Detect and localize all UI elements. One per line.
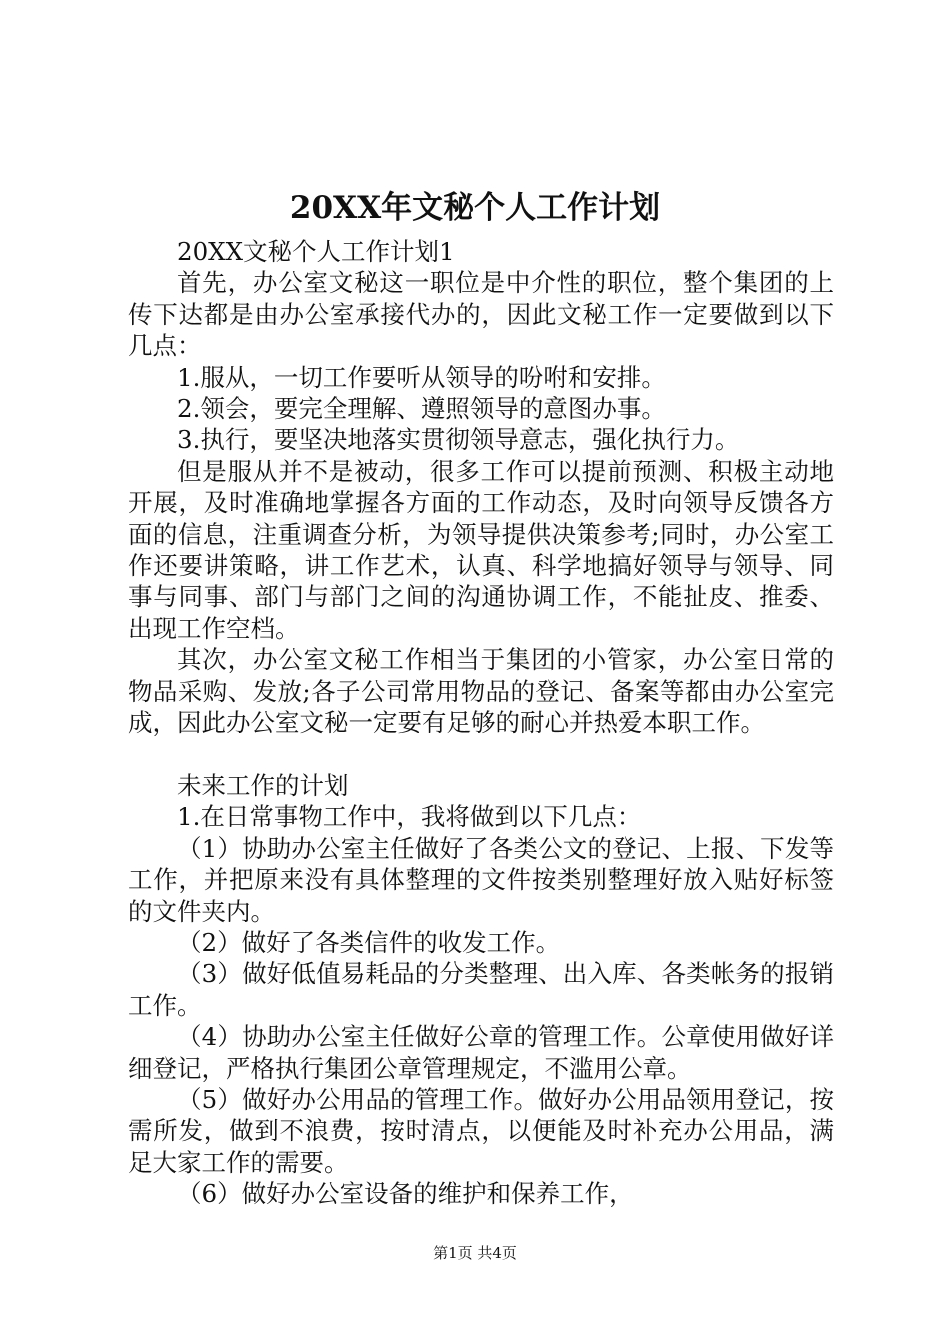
paragraph-spacer (128, 739, 834, 770)
list-item: 3.执行，要坚决地落实贯彻领导意志，强化执行力。 (177, 425, 740, 455)
document-body (128, 236, 834, 1210)
document-title: 20XX年文秘个人工作计划 (289, 190, 661, 226)
list-item: 1.服从，一切工作要听从领导的吩咐和安排。 (177, 362, 666, 392)
list-item: （1）协助办公室主任做好了各类公文的登记、上报、下发等工作，并把原来没有具体整理的文件按类别整理好放入贴好标签的文件夹内。 (128, 833, 834, 926)
paragraph: 首先，办公室文秘这一职位是中介性的职位，整个集团的上传下达都是由办公室承接代办的，因此文秘工作一定要做到以下几点： (128, 268, 834, 361)
section-heading: 未来工作的计划 (177, 770, 349, 800)
list-item: （4）协助办公室主任做好公章的管理工作。公章使用做好详细登记，严格执行集团公章管理规定，不滥用公章。 (128, 1022, 834, 1083)
list-item: （5）做好办公用品的管理工作。做好办公用品领用登记，按需所发，做到不浪费，按时清点，以便能及时补充办公用品，满足大家工作的需要。 (128, 1084, 834, 1177)
paragraph: 但是服从并不是被动，很多工作可以提前预测、积极主动地开展，及时准确地掌握各方面的工作动态，及时向领导反馈各方面的信息，注重调查分析，为领导提供决策参考;同时，办公室工作还要讲策略，讲工作艺术，认真、科学地搞好领导与领导、同事与同事、部门与部门之间的沟通协调工作，不能扯皮、推委、出现工作空档。 (128, 456, 834, 643)
list-item: （3）做好低值易耗品的分类整理、出入库、各类帐务的报销工作。 (128, 959, 834, 1020)
list-item: （6）做好办公室设备的维护和保养工作， (177, 1179, 634, 1209)
list-item: 1.在日常事物工作中，我将做到以下几点： (177, 802, 642, 832)
list-item: 2.领会，要完全理解、遵照领导的意图办事。 (177, 394, 666, 424)
page-footer: 第1页 共4页 (433, 1244, 517, 1262)
paragraph: 其次，办公室文秘工作相当于集团的小管家，办公室日常的物品采购、发放;各子公司常用物品的登记、备案等都由办公室完成，因此办公室文秘一定要有足够的耐心并热爱本职工作。 (128, 645, 834, 738)
section-heading: 20XX文秘个人工作计划1 (177, 237, 455, 266)
list-item: （2）做好了各类信件的收发工作。 (177, 927, 561, 957)
